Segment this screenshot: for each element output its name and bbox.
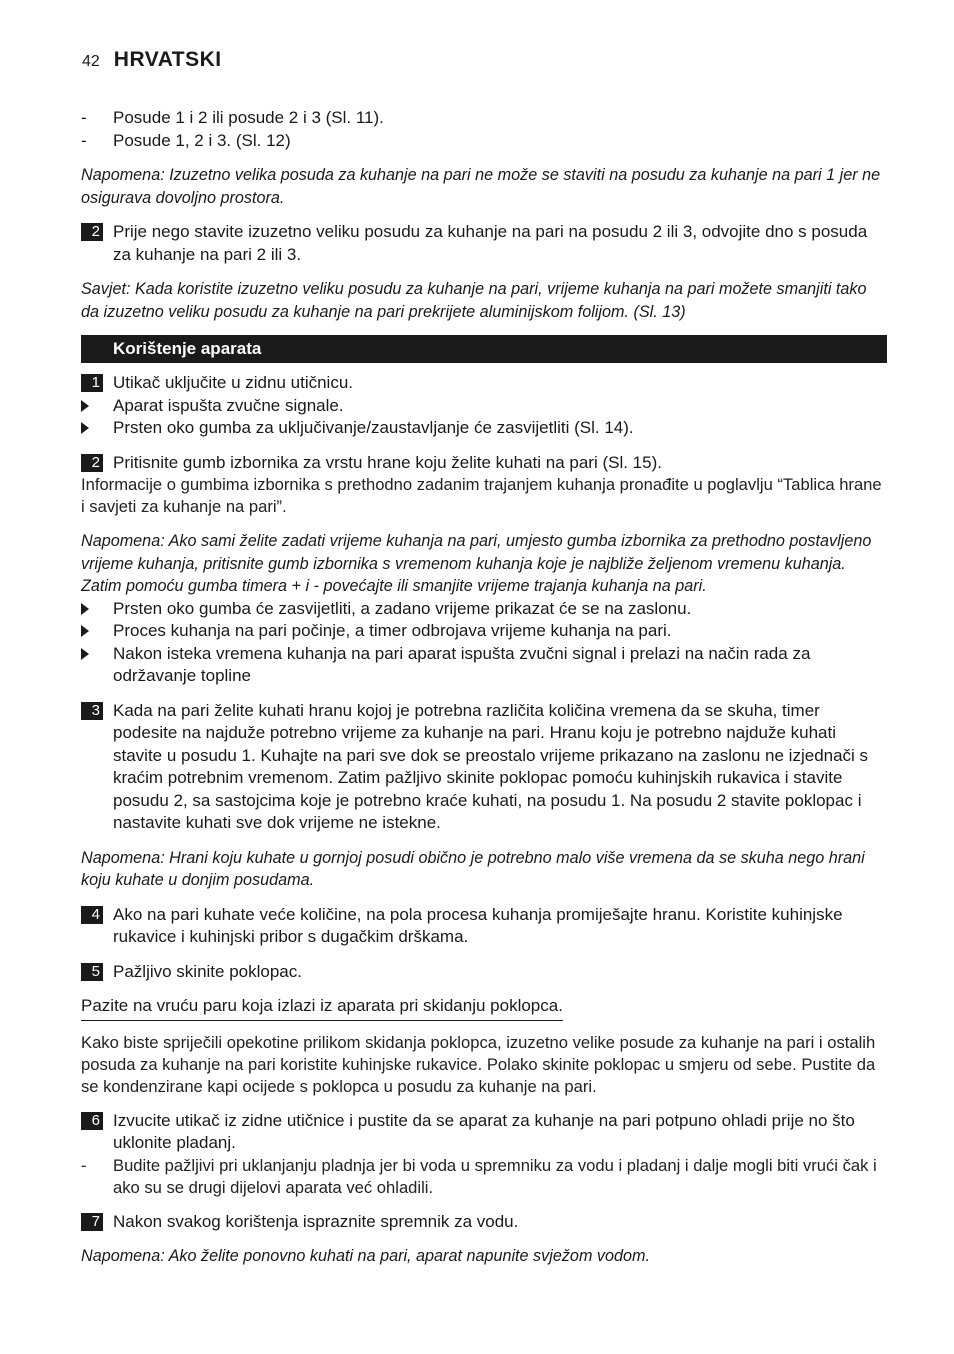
step-6: [81, 1110, 887, 1155]
result-item: Proces kuhanja na pari počinje, a timer odbrojava vrijeme kuhanja na pari.: [81, 620, 887, 643]
step-number-badge: 1: [81, 374, 103, 392]
step-text: Kada na pari želite kuhati hranu kojoj je potrebna različita količina vremena da se skuha, timer podesite na najduže potrebno vrijeme za kuhanje na pari. Hranu koju je potrebno najduže kuhati stavite u posudu 1. Kuhajte na pari sve dok se preostalo vrijeme prikazano na zaslonu ne izjednači s kraćim potrebnim vremenom. Zatim pažljivo skinite poklopac pomoću kuhinjskih rukavica i stavite posudu 2, sa sastojcima koje je potrebno kraće kuhati, na posudu 1. Na posudu 2 stavite poklopac i nastavite kuhati sve dok vrijeme ne istekne.: [113, 700, 869, 832]
dash-bullet: -: [81, 1155, 87, 1175]
step-text: Nakon svakog korištenja ispraznite spremnik za vodu.: [113, 1211, 519, 1231]
note-paragraph: Napomena: Ako želite ponovno kuhati na pari, aparat napunite svježom vodom.: [81, 1247, 651, 1265]
step-1: [81, 372, 887, 395]
list-item: - Posude 1, 2 i 3. (Sl. 12): [81, 130, 887, 153]
list-item: - Budite pažljivi pri uklanjanju pladnja jer bi voda u spremniku za vodu i pladanj i dalje mogli biti vrući čak i ako su se drugi dijelovi aparata već ohladili.: [81, 1155, 877, 1197]
dash-bullet: -: [81, 130, 87, 150]
result-item: Prsten oko gumba za uključivanje/zaustavljanje će zasvijetliti (Sl. 14).: [81, 417, 887, 440]
result-item: Prsten oko gumba će zasvijetliti, a zadano vrijeme prikazat će se na zaslonu.: [81, 598, 887, 621]
list-item: - Posude 1 i 2 ili posude 2 i 3 (Sl. 11).: [81, 107, 887, 130]
tip-paragraph: Savjet: Kada koristite izuzetno veliku posudu za kuhanje na pari, vrijeme kuhanja na pari možete smanjiti tako da izuzetno veliku posudu za kuhanje na pari prekrijete aluminijskom folijom. (Sl. 13): [81, 280, 867, 321]
step-2-oversized: [81, 221, 887, 266]
step-text: Izvucite utikač iz zidne utičnice i pustite da se aparat za kuhanje na pari potpuno ohladi prije no što uklonite pladanj.: [113, 1110, 855, 1152]
warning-paragraph: Pazite na vruću paru koja izlazi iz aparata pri skidanju poklopca.: [81, 995, 563, 1021]
step-2: [81, 452, 887, 475]
result-item: Nakon isteka vremena kuhanja na pari aparat ispušta zvučni signal i prelazi na način rada za održavanje topline: [81, 643, 887, 688]
step-text: Pritisnite gumb izbornika za vrstu hrane koju želite kuhati na pari (Sl. 15).: [113, 452, 662, 472]
step-number-badge: 3: [81, 702, 103, 720]
step-number-badge: 4: [81, 906, 103, 924]
info-paragraph: Informacije o gumbima izbornika s prethodno zadanim trajanjem kuhanja pronađite u poglavlju “Tablica hrane i savjeti za kuhanje na pari”.: [81, 475, 882, 516]
step-number-badge: 5: [81, 963, 103, 981]
step-number-badge: 6: [81, 1112, 103, 1130]
page-header: [82, 48, 222, 74]
step-text: Prije nego stavite izuzetno veliku posudu za kuhanje na pari na posudu 2 ili 3, odvojite dno s posuda za kuhanje na pari 2 ili 3.: [113, 222, 868, 264]
arrow-bullet-icon: [81, 422, 89, 434]
arrow-bullet-icon: [81, 648, 89, 660]
step-4: [81, 904, 887, 949]
arrow-bullet-icon: [81, 400, 89, 412]
step-number-badge: 2: [81, 454, 103, 472]
language-title: HRVATSKI: [113, 48, 222, 71]
step-7: [81, 1211, 887, 1234]
note-paragraph: Napomena: Izuzetno velika posuda za kuhanje na pari ne može se staviti na posudu za kuhanje na pari 1 jer ne osigurava dovoljno prostora.: [81, 166, 881, 207]
step-text: Pažljivo skinite poklopac.: [113, 961, 302, 981]
arrow-bullet-icon: [81, 625, 89, 637]
step-text: Utikač uključite u zidnu utičnicu.: [113, 373, 354, 392]
step-5: [81, 961, 887, 984]
page-content: [81, 107, 887, 1268]
step-number-badge: 2: [81, 223, 103, 241]
result-item: Aparat ispušta zvučne signale.: [81, 395, 887, 418]
note-paragraph: Napomena: Ako sami želite zadati vrijeme kuhanja na pari, umjesto gumba izbornika za prethodno postavljeno vrijeme kuhanja, pritisnite gumb izbornika s vremenom kuhanja koje je najbliže željenom vremenu kuhanja. Zatim pomoću gumba timera + i - povećajte ili smanjite vrijeme trajanja kuhanja na pari.: [81, 532, 872, 595]
page-number: 42: [82, 53, 100, 70]
step-text: Ako na pari kuhate veće količine, na pola procesa kuhanja promiješajte hranu. Koristite kuhinjske rukavice i kuhinjski pribor s dugačkim drškama.: [113, 904, 843, 946]
step-number-badge: 7: [81, 1213, 103, 1231]
info-paragraph: Kako biste spriječili opekotine prilikom skidanja poklopca, izuzetno velike posude za kuhanje na pari i ostalih posuda za kuhanje na pari koristite kuhinjske rukavice. Polako skinite poklopac u smjeru od sebe. Pustite da se kondenzirane kapi ocijede s poklopca u posudu za kuhanje na pari.: [81, 1032, 876, 1096]
note-paragraph: Napomena: Hrani koju kuhate u gornjoj posudi obično je potrebno malo više vremena da se skuha nego hrani koju kuhate u donjim posudama.: [81, 848, 865, 889]
section-heading: Korištenje aparata: [81, 335, 887, 363]
arrow-bullet-icon: [81, 603, 89, 615]
step-3: [81, 700, 887, 835]
dash-bullet: -: [81, 108, 87, 127]
